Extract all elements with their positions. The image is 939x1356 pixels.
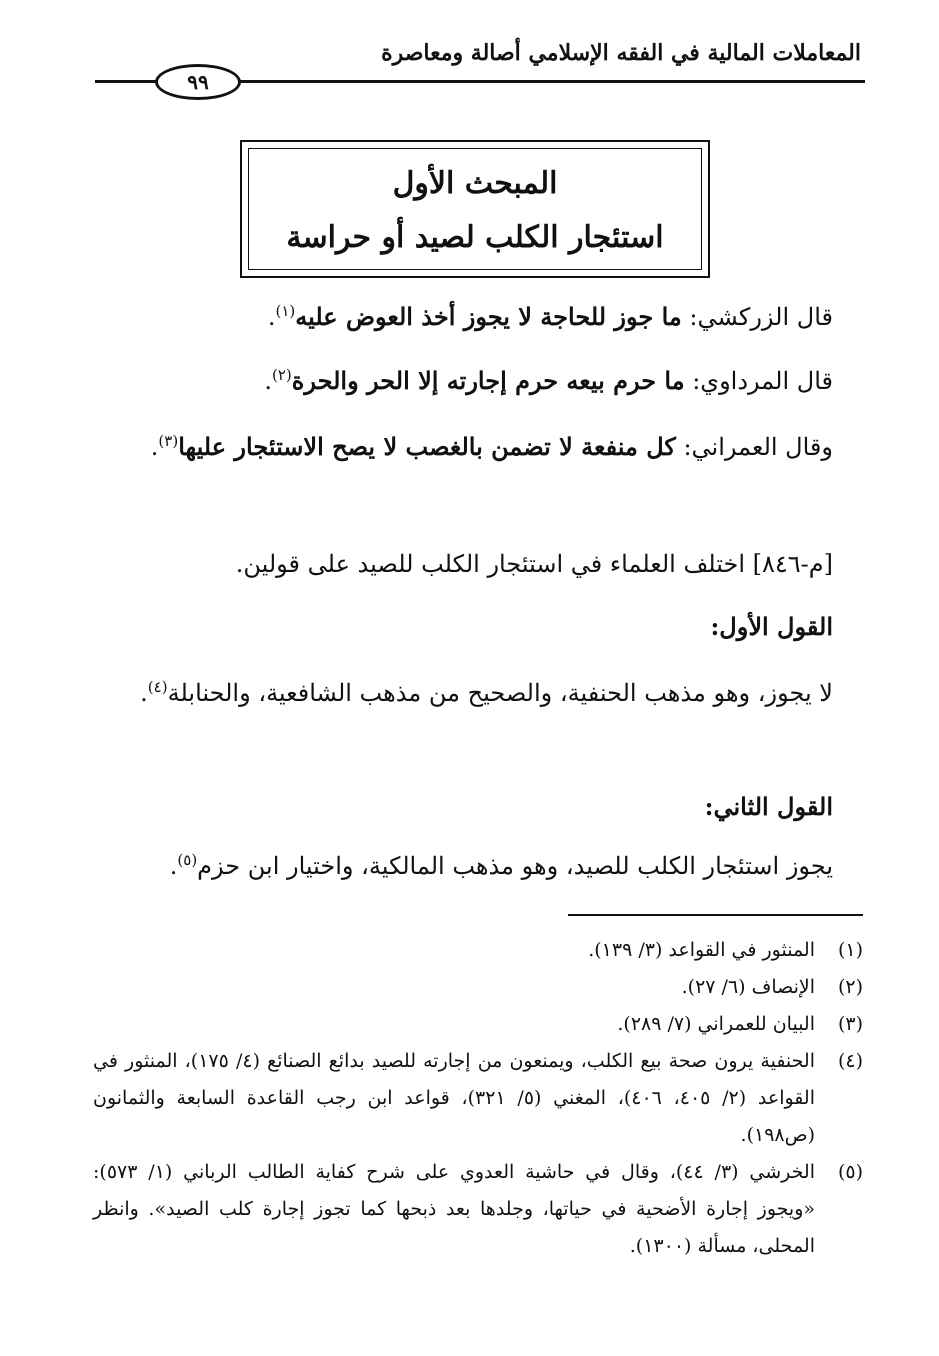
footnote-ref-4: (٤) [147, 678, 168, 696]
zarkashi-rule: ما جوز للحاجة لا يجوز أخذ العوض عليه [295, 302, 682, 331]
footnote-ref-2: (٢) [272, 366, 292, 384]
zarkashi-quote: قال الزركشي: ما جوز للحاجة لا يجوز أخذ العوض عليه$^{(١)}$. [267, 302, 833, 331]
imrani-quote: وقال العمراني: كل منفعة لا تضمن بالغصب لا يصح الاستئجار عليها$^{(٣)}$. [150, 432, 833, 461]
section-title: المبحث الأول [392, 166, 558, 201]
footnote-2: (٢) الإنصاف (٦/ ٢٧). [681, 976, 863, 998]
first-opinion-text: لا يجوز، وهو مذهب الحنفية، والصحيح من مذهب الشافعية، والحنابلة$^{(٤)}$. [140, 678, 833, 707]
issue-statement: [م-٨٤٦] اختلف العلماء في استئجار الكلب للصيد على قولين. [235, 550, 833, 578]
section-title-box [240, 140, 710, 278]
second-opinion-text: يجوز استئجار الكلب للصيد، وهو مذهب المالكية، واختيار ابن حزم$^{(٥)}$. [169, 851, 833, 880]
second-opinion-heading: القول الثاني: [704, 792, 833, 821]
zarkashi-lead: قال الزركشي: [681, 303, 833, 331]
footnote-ref-5: (٥) [177, 851, 198, 869]
footnote-separator [568, 914, 863, 916]
footnote-ref-1: (١) [275, 302, 296, 320]
footnotes [93, 932, 863, 1265]
running-title: المعاملات المالية في الفقه الإسلامي أصالة ومعاصرة [381, 40, 861, 66]
page-number: ٩٩ [155, 64, 241, 100]
footnote-1: (١) المنثور في القواعد (٣/ ١٣٩). [588, 939, 863, 961]
footnote-3: (٣) البيان للعمراني (٧/ ٢٨٩). [617, 1013, 863, 1035]
imrani-lead: وقال العمراني: [675, 433, 833, 461]
first-opinion-heading: القول الأول: [710, 612, 833, 641]
footnote-5: (٥) الخرشي (٣/ ٤٤)، وقال في حاشية العدوي على شرح كفاية الطالب الرباني (١/ ٥٧٣): «ويجوز إجارة الأضحية في حياتها، وجلدها بعد ذبحها كما تجوز إجارة كلب الصيد». وانظر المحلى، مسألة (١٣٠٠). [93, 1161, 863, 1257]
footnote-4: (٤) الحنفية يرون صحة بيع الكلب، ويمنعون من إجارته للصيد بدائع الصنائع (٤/ ١٧٥)، المنثور في القواعد (٢/ ٤٠٥، ٤٠٦)، المغني (٥/ ٣٢١)، قواعد ابن رجب القاعدة السابعة والثمانون (ص١٩٨). [93, 1050, 863, 1146]
mardawi-quote: قال المرداوي: ما حرم بيعه حرم إجارته إلا الحر والحرة$^{(٢)}$. [264, 366, 833, 395]
mardawi-lead: قال المرداوي: [684, 367, 833, 395]
imrani-rule: كل منفعة لا تضمن بالغصب لا يصح الاستئجار عليها [178, 432, 676, 461]
section-subtitle: استئجار الكلب لصيد أو حراسة [286, 220, 664, 255]
mardawi-rule: ما حرم بيعه حرم إجارته إلا الحر والحرة [291, 366, 685, 395]
footnote-ref-3: (٣) [158, 432, 179, 450]
